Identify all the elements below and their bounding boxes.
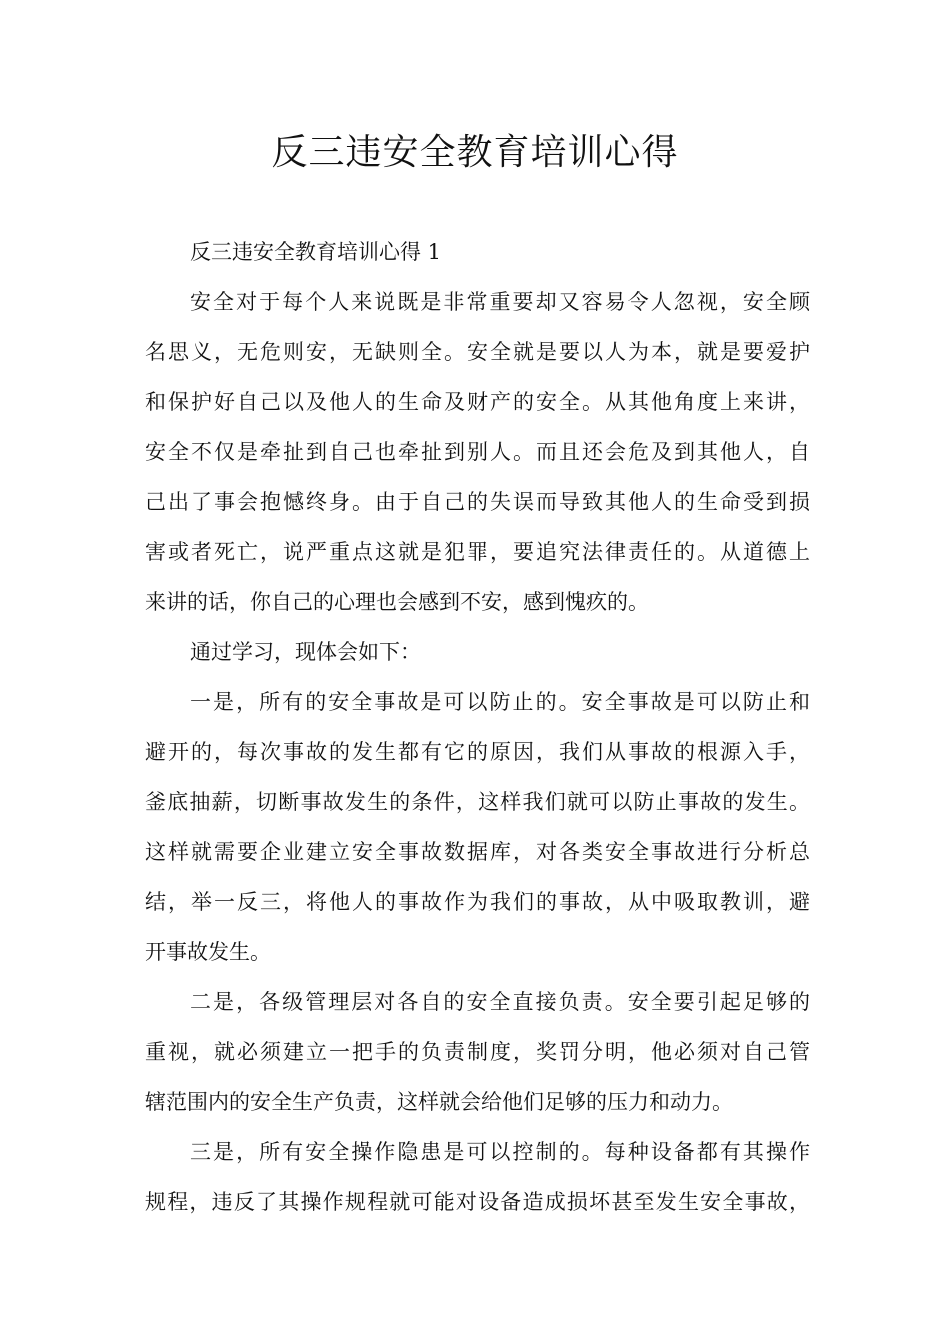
text-line: 三是，所有安全操作隐患是可以控制的。每种设备都有其操作 [190,1140,810,1164]
document-body [145,227,810,1227]
text-line: 结，举一反三，将他人的事故作为我们的事故，从中吸取教训，避 [145,890,810,914]
text-line: 规程，违反了其操作规程就可能对设备造成损坏甚至发生安全事故， [145,1190,810,1214]
text-line: 避开的，每次事故的发生都有它的原因，我们从事故的根源入手， [145,740,810,764]
text-line: 来讲的话，你自己的心理也会感到不安，感到愧疚的。 [145,590,649,614]
text-line: 反三违安全教育培训心得 1 [190,240,442,264]
text-line: 安全对于每个人来说既是非常重要却又容易令人忽视，安全顾 [190,290,810,314]
text-line: 安全不仅是牵扯到自己也牵扯到别人。而且还会危及到其他人，自 [145,440,810,464]
text-line: 通过学习，现体会如下： [190,640,421,664]
text-line: 害或者死亡，说严重点这就是犯罪，要追究法律责任的。从道德上 [145,540,810,564]
text-line: 和保护好自己以及他人的生命及财产的安全。从其他角度上来讲， [145,390,810,414]
text-line: 这样就需要企业建立安全事故数据库，对各类安全事故进行分析总 [145,840,810,864]
text-line: 重视，就必须建立一把手的负责制度，奖罚分明，他必须对自己管 [145,1040,810,1064]
text-line: 辖范围内的安全生产负责，这样就会给他们足够的压力和动力。 [145,1090,733,1114]
text-line: 一是，所有的安全事故是可以防止的。安全事故是可以防止和 [190,690,810,714]
text-line: 开事故发生。 [145,940,271,964]
text-line: 釜底抽薪，切断事故发生的条件，这样我们就可以防止事故的发生。 [145,790,810,814]
text-line: 名思义，无危则安，无缺则全。安全就是要以人为本，就是要爱护 [145,340,810,364]
document-title: 反三违安全教育培训心得 [271,132,679,173]
text-line: 己出了事会抱憾终身。由于自己的失误而导致其他人的生命受到损 [145,490,810,514]
text-line: 二是，各级管理层对各自的安全直接负责。安全要引起足够的 [190,990,810,1014]
